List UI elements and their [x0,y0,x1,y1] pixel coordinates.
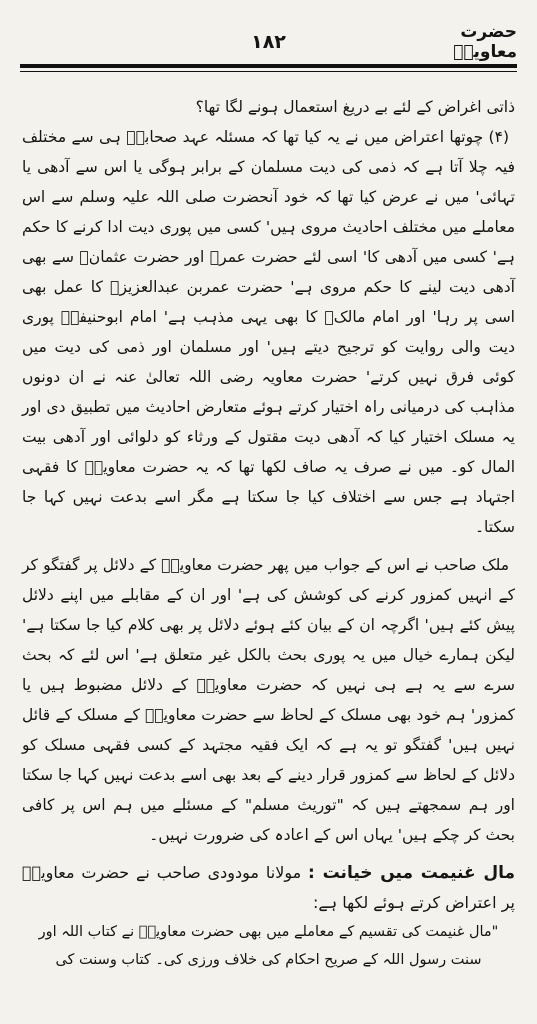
paragraph-1: ذاتی اغراض کے لئے بے دریغ استعمال ہونے لگا تھا؟ [195,98,515,116]
header-rule-thick [20,64,517,68]
section-gap [22,850,515,858]
block-quote: "مال غنیمت کی تقسیم کے معاملے میں بھی حضرت معاویہؓ نے کتاب اللہ اور سنت رسول اللہ کے صریح احکام کی خلاف ورزی کی۔ کتاب وسنت کی [38,924,499,968]
page-number: ۱۸۲ [251,31,286,53]
paragraph-3: ملک صاحب نے اس کے جواب میں پھر حضرت معاویہؓ کے دلائل پر گفتگو کر کے انہیں کمزور کرنے کی کوشش کی ہے' اور ان کے مقابلے میں اپنے دلائل پیش کئے ہیں' اگرچہ ان کے بیان کئے ہوئے دلائل پر بھی کلام کیا جا سکتا ہے' لیکن ہمارے خیال میں یہ پوری بحث بالکل غیر متعلق ہے' اس لئے کہ بحث سرے سے یہ ہے ہی نہیں کہ حضرت معاویہؓ کے دلائل مضبوط ہیں یا کمزور' ہم خود بھی مسلک کے لحاظ سے حضرت معاویہؓ کے مسلک کے قائل نہیں ہیں' گفتگو تو یہ ہے کہ ایک فقیہ مجتہد کے کسی فقہی مسلک کو دلائل کے لحاظ سے کمزور قرار دینے کے بعد بھی اسے بدعت نہیں کہا جا سکتا اور ہم سمجھتے ہیں کہ "توریث مسلم" کے مسئلے میں ہم اس پر کافی بحث کر چکے ہیں' یہاں اس کے اعادہ کی ضرورت نہیں۔ [22,556,515,844]
page-body [22,92,515,974]
paragraph-2: (۴) چوتھا اعتراض میں نے یہ کیا تھا کہ مسئلہ عہد صحابہؓ ہی سے مختلف فیہ چلا آتا ہے کہ ذمی کی دیت مسلمان کے برابر ہوگی یا اس سے آدھی یا تہائی' میں نے عرض کیا تھا کہ خود آنحضرت صلی اللہ علیہ وسلم سے اس معاملے میں مختلف احادیث مروی ہیں' کسی میں پوری دیت ادا کرنے کا حکم ہے' کسی میں آدھی کا' اسی لئے حضرت عمرؓ اور حضرت عثمانؓ سے بھی آدھی دیت لینے کا حکم مروی ہے' حضرت عمربن عبدالعزیزؒ کا عمل بھی اسی پر رہا' اور امام مالکؒ کا بھی یہی مذہب ہے' امام ابوحنیفہؒ پوری دیت والی روایت کو ترجیح دیتے ہیں' اور مسلمان اور ذمی کی دیت میں کوئی فرق نہیں کرتے' حضرت معاویہ رضی اللہ تعالیٰ عنہ نے ان دونوں مذاہب کی درمیانی راہ اختیار کرتے ہوئے متعارض احادیث میں تطبیق دی اور یہ مسلک اختیار کیا کہ آدھی دیت مقتول کے ورثاء کو دلوائی اور آدھی بیت المال کو۔ میں نے صرف یہ صاف لکھا تھا کہ یہ حضرت معاویہؓ کا فقہی اجتہاد ہے جس سے اختلاف کیا جا سکتا ہے مگر اسے بدعت نہیں کہا جا سکتا۔ [22,128,515,536]
section-heading: مال غنیمت میں خیانت : [308,863,515,883]
section-intro-line [22,858,515,918]
paragraph-gap [22,542,515,550]
running-title: حضرت معاویہؓ [453,22,517,62]
header-rule-thin [20,71,517,72]
page-header [20,22,517,62]
section-intro: مولانا مودودی صاحب نے حضرت معاویہؓ پر اعتراض کرتے ہوئے لکھا ہے: [22,863,515,912]
